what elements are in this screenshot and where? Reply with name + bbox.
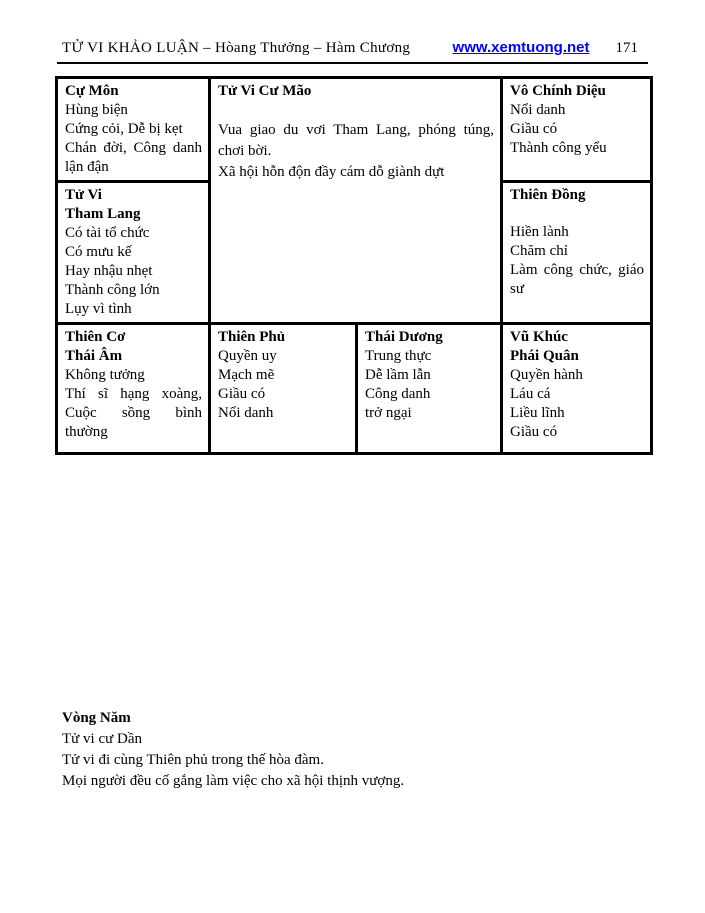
website-link[interactable]: www.xemtuong.net	[452, 39, 590, 56]
page-number: 171	[615, 40, 638, 56]
page-header	[62, 39, 638, 57]
star-name: Phái Quân	[510, 348, 579, 364]
trait-line: Giầu có	[218, 386, 266, 402]
trait-line: Quyền uy	[218, 348, 277, 364]
trait-line: Chán đời, Công danh lận đận	[65, 140, 202, 175]
trait-line: Hiền lành	[510, 224, 569, 240]
trait-line: trở ngại	[365, 405, 412, 421]
trait-line: Cứng cỏi, Dễ bị kẹt	[65, 121, 183, 137]
trait-line: Thành công lớn	[65, 282, 160, 298]
trait-line: Có tài tổ chức	[65, 225, 150, 241]
trait-line: Có mưu kế	[65, 244, 132, 260]
star-name: Thiên Phủ	[218, 329, 286, 345]
star-name: Thiên Cơ	[65, 329, 126, 345]
trait-line: Quyền hành	[510, 367, 583, 383]
commentary-line: Tử vi đi cùng Thiên phủ trong thế hòa đàm.	[62, 752, 324, 768]
star-name: Thiên Đồng	[510, 187, 586, 203]
trait-line: Hùng biện	[65, 102, 128, 118]
trait-line: Công danh	[365, 386, 431, 402]
section-title: Vòng Năm	[62, 710, 131, 726]
star-name: Vô Chính Diệu	[510, 83, 606, 99]
trait-line: Liều lĩnh	[510, 405, 565, 421]
trait-line: Thành công yểu	[510, 140, 607, 156]
trait-line: Không tưởng	[65, 367, 145, 383]
astrology-chart-table	[55, 76, 653, 455]
trait-line: Mạch mẽ	[218, 367, 275, 383]
trait-line: Nổi danh	[218, 405, 274, 421]
header-divider	[57, 62, 648, 64]
cell-thai-duong	[357, 324, 502, 454]
trait-line: Chăm chỉ	[510, 243, 568, 259]
cell-cu-mon	[57, 78, 210, 182]
trait-line: Trung thực	[365, 348, 432, 364]
commentary-line: Tử vi cư Dần	[62, 731, 142, 747]
trait-line: Hay nhậu nhẹt	[65, 263, 153, 279]
star-name: Thái Âm	[65, 348, 123, 364]
trait-line: Thí sĩ hạng xoàng, Cuộc sồng bình thường	[65, 386, 202, 440]
cell-vu-khuc-phai-quan	[502, 324, 652, 454]
cell-thien-co-thai-am	[57, 324, 210, 454]
star-name: Vũ Khúc	[510, 329, 568, 345]
cell-tu-vi-cu-mao	[210, 78, 502, 324]
trait-line: Nổi danh	[510, 102, 566, 118]
trait-line: Lụy vì tình	[65, 301, 132, 317]
trait-line: Giầu có	[510, 121, 558, 137]
cell-tu-vi-tham-lang	[57, 182, 210, 324]
trait-line: Làm công chức, giáo sư	[510, 262, 645, 297]
star-name: Tham Lang	[65, 206, 141, 222]
book-title: TỬ VI KHẢO LUẬN – Hòang Thưởng – Hàm Chương	[62, 40, 411, 56]
cell-thien-phu	[210, 324, 357, 454]
commentary-line: Mọi người đều cố gắng làm việc cho xã hội thịnh vượng.	[62, 773, 405, 789]
trait-line: Dễ lầm lẫn	[365, 367, 431, 383]
trait-line: Láu cá	[510, 386, 551, 402]
star-name: Tử Vi	[65, 187, 102, 203]
vong-nam-section	[62, 708, 622, 792]
cell-vo-chinh-dieu	[502, 78, 652, 182]
star-name: Cự Môn	[65, 83, 119, 99]
cell-thien-dong	[502, 182, 652, 324]
description-paragraph: Vua giao du vơi Tham Lang, phóng túng, chơi bời.	[218, 122, 495, 159]
section-title: Tử Vi Cư Mão	[218, 83, 312, 99]
description-paragraph: Xã hội hỗn độn đầy cám dỗ giành dựt	[218, 164, 445, 180]
trait-line: Giầu có	[510, 424, 558, 440]
star-name: Thái Dương	[365, 329, 443, 345]
